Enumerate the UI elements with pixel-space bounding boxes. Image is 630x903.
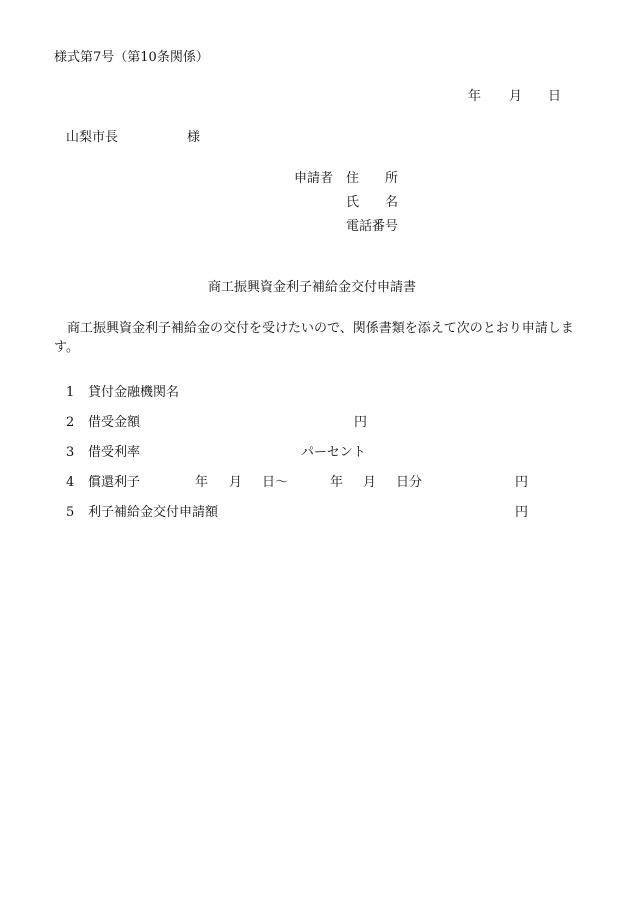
date-year: 年 bbox=[468, 89, 482, 104]
item-3-unit: パーセント bbox=[301, 445, 366, 460]
addressee-name: 山梨市長 bbox=[66, 130, 119, 145]
item-3-label: 借受利率 bbox=[88, 445, 141, 460]
date-month: 月 bbox=[509, 89, 523, 104]
item-4-number: 4 bbox=[66, 475, 75, 490]
item-4-end-month: 月 bbox=[363, 475, 377, 490]
item-5-label: 利子補給金交付申請額 bbox=[88, 505, 219, 520]
applicant-name-label: 氏 名 bbox=[346, 195, 399, 210]
item-4-start-month: 月 bbox=[229, 475, 243, 490]
body-paragraph: 商工振興資金利子補給金の交付を受けたいので、関係書類を添えて次のとおり申請します。 bbox=[54, 321, 574, 355]
date-day: 日 bbox=[548, 89, 562, 104]
item-4-unit: 円 bbox=[515, 475, 529, 490]
item-2-label: 借受金額 bbox=[88, 415, 141, 430]
item-2-number: 2 bbox=[66, 415, 75, 430]
applicant-label: 申請者 bbox=[294, 171, 334, 186]
addressee-honorific: 様 bbox=[187, 130, 201, 145]
item-4-start-day: 日〜 bbox=[262, 475, 289, 490]
item-5-number: 5 bbox=[66, 505, 75, 520]
item-4-end-day: 日分 bbox=[396, 475, 423, 490]
applicant-phone-label: 電話番号 bbox=[346, 219, 399, 234]
item-3-number: 3 bbox=[66, 445, 75, 460]
item-4-start-year: 年 bbox=[195, 475, 209, 490]
applicant-address-label: 住 所 bbox=[346, 171, 399, 186]
item-1-number: 1 bbox=[66, 385, 75, 400]
item-4-label: 償還利子 bbox=[88, 475, 141, 490]
item-1-label: 貸付金融機関名 bbox=[88, 385, 180, 400]
item-4-end-year: 年 bbox=[330, 475, 344, 490]
item-5-unit: 円 bbox=[515, 505, 529, 520]
document-title: 商工振興資金利子補給金交付申請書 bbox=[208, 280, 417, 295]
form-number: 様式第7号（第10条関係） bbox=[54, 50, 209, 65]
item-2-unit: 円 bbox=[354, 415, 368, 430]
